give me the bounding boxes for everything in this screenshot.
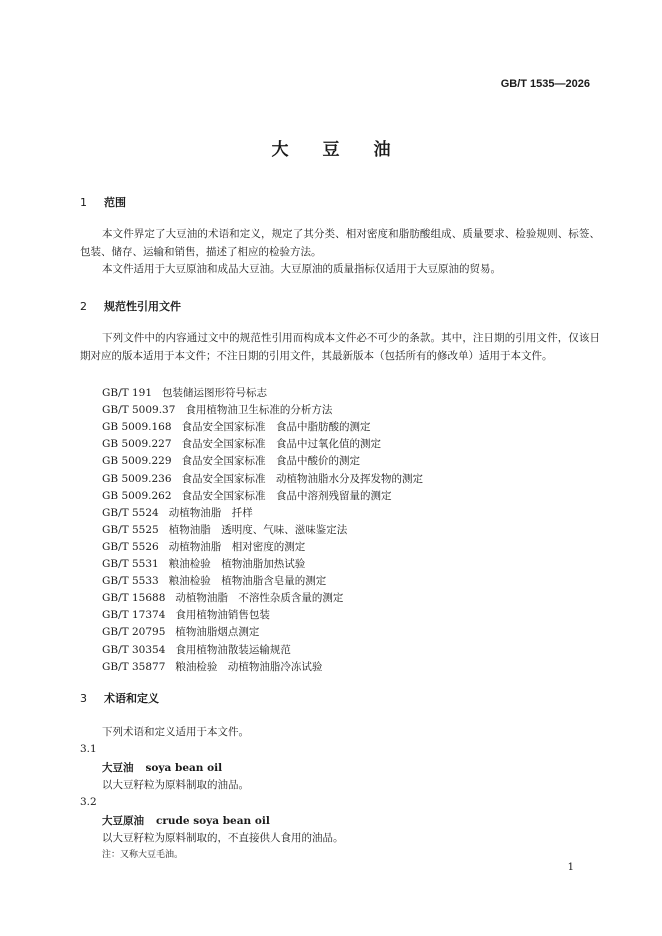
reference-code: GB/T 5526: [102, 540, 159, 553]
reference-code: GB 5009.168: [102, 421, 172, 434]
reference-title: 食品安全国家标准 动植物油脂水分及挥发物的测定: [181, 472, 424, 485]
reference-title: 食用植物油散装运输规范: [175, 643, 291, 656]
term-definition: 以大豆籽粒为原料制取的油品。: [102, 779, 249, 791]
terms-intro: 下列术语和定义适用于本文件。: [102, 726, 249, 738]
scope-paragraph-2: 本文件适用于大豆原油和成品大豆油。大豆原油的质量指标仅适用于大豆原油的贸易。: [102, 263, 501, 275]
reference-code: GB/T 5525: [102, 523, 159, 536]
reference-item: [102, 556, 305, 571]
reference-item: [102, 419, 371, 434]
reference-code: GB/T 5009.37: [102, 404, 176, 417]
reference-title: 食品安全国家标准 食品中溶剂残留量的测定: [181, 489, 392, 502]
reference-title: 食品安全国家标准 食品中酸价的测定: [181, 455, 361, 468]
section-number: 3: [80, 692, 87, 705]
reference-title: 包装储运图形符号标志: [162, 387, 268, 399]
section-title: 范围: [104, 196, 126, 209]
reference-title: 植物油脂 透明度、气味、滋味鉴定法: [168, 523, 348, 536]
reference-code: GB 5009.262: [102, 489, 172, 502]
term-definition: 以大豆籽粒为原料制取的，不直接供人食用的油品。: [102, 832, 344, 844]
reference-item: [102, 659, 322, 674]
reference-title: 食用植物油卫生标准的分析方法: [185, 404, 333, 417]
section-2-heading: [80, 298, 181, 314]
reference-code: GB/T 20795: [102, 626, 166, 639]
reference-title: 动植物油脂 扦样: [168, 506, 253, 519]
reference-title: 粮油检验 植物油脂含皂量的测定: [168, 575, 327, 588]
reference-code: GB 5009.229: [102, 455, 172, 468]
standard-code: GB/T 1535—2026: [500, 78, 590, 90]
reference-item: [102, 522, 347, 537]
reference-item: [102, 453, 360, 468]
reference-item: [102, 642, 291, 657]
reference-item: [102, 573, 326, 588]
reference-title: 食用植物油销售包装: [175, 609, 270, 622]
reference-item: [102, 590, 343, 605]
section-title: 术语和定义: [104, 692, 159, 705]
reference-code: GB/T 17374: [102, 609, 166, 622]
section-number: 2: [80, 300, 87, 313]
term-zh: 大豆油: [102, 762, 134, 774]
section-number: 1: [80, 196, 87, 209]
reference-code: GB/T 5533: [102, 575, 159, 588]
term-number: 3.1: [80, 743, 97, 755]
scope-paragraph-1: 本文件界定了大豆油的术语和定义，规定了其分类、相对密度和脂肪酸组成、质量要求、检验规则、标签、包装、储存、运输和销售，描述了相应的检验方法。: [80, 228, 600, 258]
term-entry: [102, 760, 222, 775]
reference-item: [102, 505, 253, 520]
document-title: 大豆油: [271, 140, 425, 160]
section-1-heading: [80, 194, 126, 210]
reference-code: GB/T 35877: [102, 660, 166, 673]
reference-item: [102, 385, 267, 400]
reference-item: [102, 539, 305, 554]
term-entry: [102, 813, 270, 828]
reference-item: [102, 436, 381, 451]
term-zh: 大豆原油: [102, 815, 144, 827]
reference-code: GB/T 30354: [102, 643, 166, 656]
reference-title: 食品安全国家标准 食品中脂肪酸的测定: [181, 421, 371, 434]
reference-title: 粮油检验 动植物油脂冷冻试验: [175, 660, 323, 673]
reference-code: GB 5009.227: [102, 438, 172, 451]
reference-item: [102, 488, 392, 503]
reference-title: 粮油检验 植物油脂加热试验: [168, 558, 306, 570]
reference-title: 动植物油脂 相对密度的测定: [168, 540, 306, 553]
section-title: 规范性引用文件: [104, 300, 181, 313]
term-en: crude soya bean oil: [156, 815, 270, 827]
reference-item: [102, 402, 332, 417]
reference-item: [102, 607, 270, 622]
reference-code: GB/T 5531: [102, 558, 159, 570]
reference-title: 食品安全国家标准 食品中过氧化值的测定: [181, 438, 382, 451]
reference-item: [102, 471, 423, 486]
term-en: soya bean oil: [145, 762, 223, 774]
reference-item: [102, 624, 259, 639]
reference-code: GB/T 191: [102, 387, 153, 399]
reference-code: GB/T 15688: [102, 592, 166, 605]
page-number: 1: [567, 862, 574, 873]
normative-intro: 下列文件中的内容通过文中的规范性引用而构成本文件必不可少的条款。其中，注日期的引用文件，仅该日期对应的版本适用于本文件；不注日期的引用文件，其最新版本（包括所有的修改单）适用于本文件。: [80, 332, 600, 362]
term-note: 注：又称大豆毛油。: [102, 850, 184, 860]
reference-title: 植物油脂烟点测定: [175, 626, 260, 639]
section-3-heading: [80, 690, 159, 706]
term-number: 3.2: [80, 796, 97, 808]
reference-code: GB 5009.236: [102, 472, 172, 485]
reference-code: GB/T 5524: [102, 506, 159, 519]
reference-title: 动植物油脂 不溶性杂质含量的测定: [175, 592, 344, 605]
